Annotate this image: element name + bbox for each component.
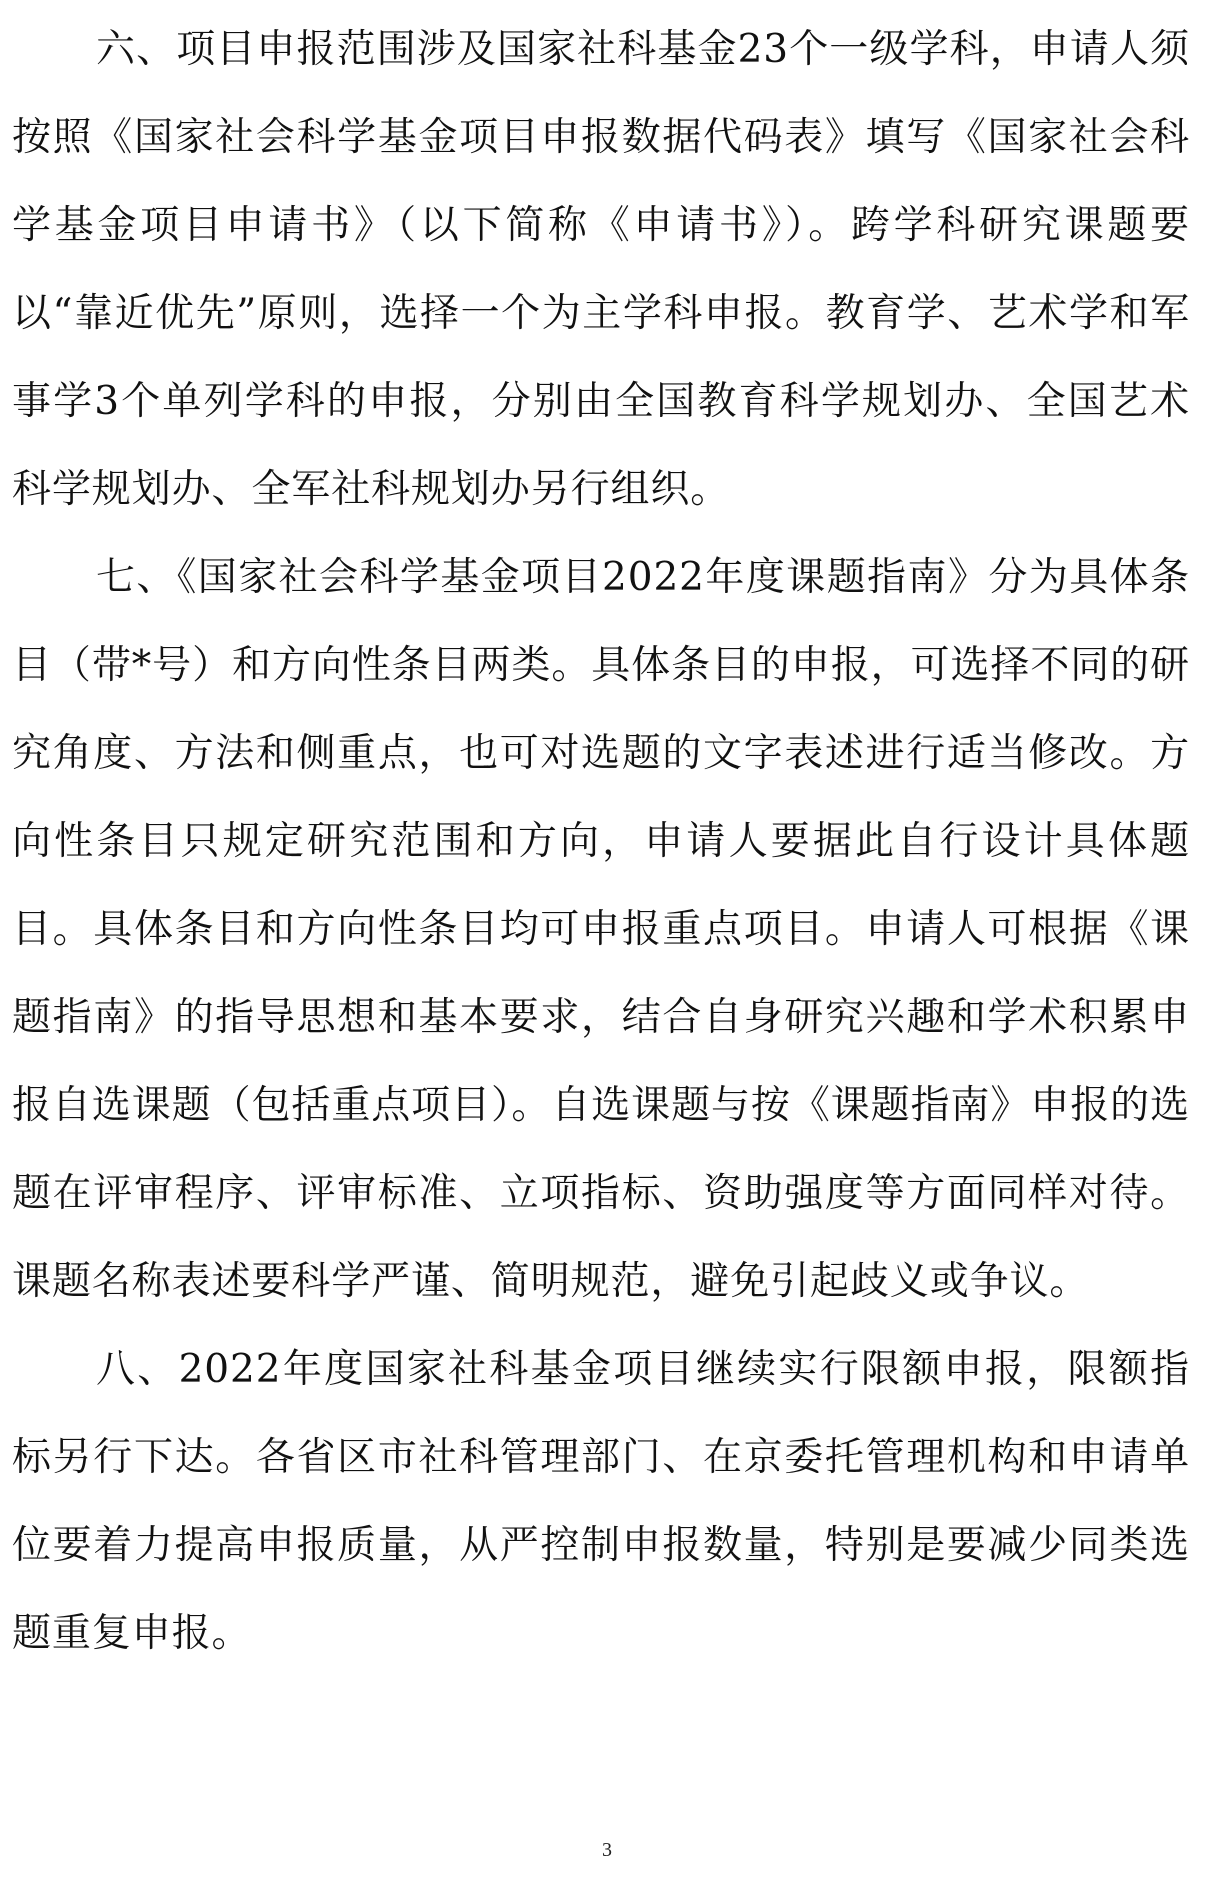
- document-body: [12, 6, 1190, 1678]
- paragraph-item-6: 六、项目申报范围涉及国家社科基金23个一级学科，申请人须按照《国家社会科学基金项目申报数据代码表》填写《国家社会科学基金项目申请书》（以下简称《申请书》）。跨学科研究课题要以“靠近优先”原则，选择一个为主学科申报。教育学、艺术学和军事学3个单列学科的申报，分别由全国教育科学规划办、全国艺术科学规划办、全军社科规划办另行组织。: [12, 27, 1190, 512]
- paragraph-item-7: 七、《国家社会科学基金项目2022年度课题指南》分为具体条目（带*号）和方向性条目两类。具体条目的申报，可选择不同的研究角度、方法和侧重点，也可对选题的文字表述进行适当修改。方向性条目只规定研究范围和方向，申请人要据此自行设计具体题目。具体条目和方向性条目均可申报重点项目。申请人可根据《课题指南》的指导思想和基本要求，结合自身研究兴趣和学术积累申报自选课题（包括重点项目）。自选课题与按《课题指南》申报的选题在评审程序、评审标准、立项指标、资助强度等方面同样对待。课题名称表述要科学严谨、简明规范，避免引起歧义或争议。: [12, 555, 1190, 1304]
- paragraph-item-8: 八、2022年度国家社科基金项目继续实行限额申报，限额指标另行下达。各省区市社科管理部门、在京委托管理机构和申请单位要着力提高申报质量，从严控制申报数量，特别是要减少同类选题重复申报。: [12, 1347, 1190, 1656]
- page-number: 3: [602, 1839, 612, 1861]
